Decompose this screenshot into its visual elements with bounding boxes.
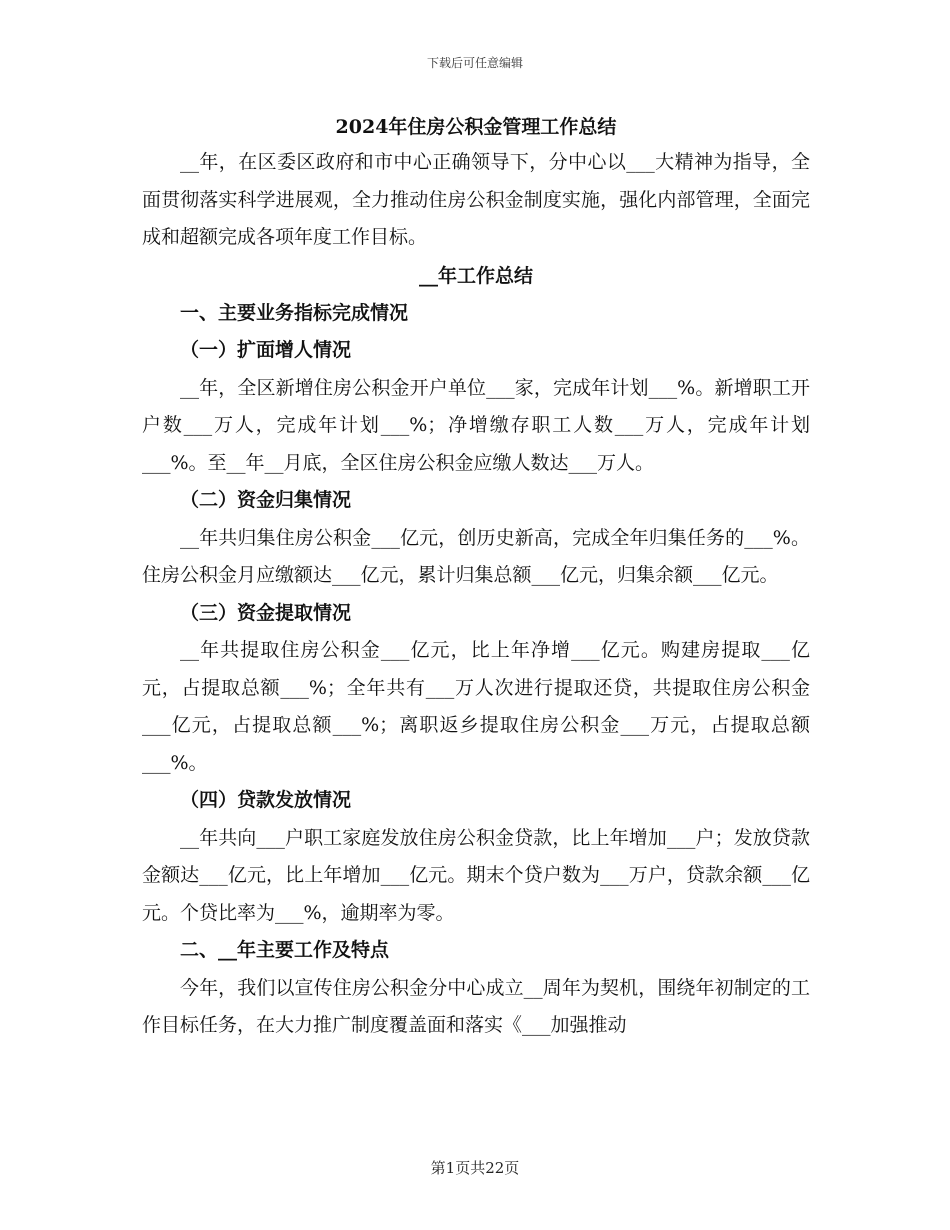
- document-title: 2024年住房公积金管理工作总结: [335, 116, 617, 138]
- summary-heading: __年工作总结: [418, 264, 533, 287]
- section1-sub2-heading: （二）资金归集情况: [180, 489, 352, 511]
- header-note: 下载后可任意编辑: [426, 56, 523, 70]
- intro-paragraph: __年，在区委区政府和市中心正确领导下，分中心以___大精神为指导，全面贯彻落实科学进展观，全力推动住房公积金制度实施，强化内部管理，全面完成和超额完成各项年度工作目标。: [142, 151, 810, 248]
- document-body: [142, 112, 810, 1045]
- section1-sub4-heading: （四）贷款发放情况: [180, 789, 352, 811]
- page-footer: 第1页共22页: [430, 1159, 520, 1177]
- section1-sub3-text: __年共提取住房公积金___亿元，比上年净增___亿元。购建房提取___亿元，占提取总额___%；全年共有___万人次进行提取还贷，共提取住房公积金___亿元，占提取总额___%；离职返乡提取住房公积金___万元，占提取总额___%。: [142, 639, 810, 774]
- section1-sub1-heading: （一）扩面增人情况: [180, 339, 352, 361]
- section2-heading: 二、__年主要工作及特点: [180, 939, 390, 961]
- section1-sub4-text: __年共向___户职工家庭发放住房公积金贷款，比上年增加___户；发放贷款金额达___亿元，比上年增加___亿元。期末个贷户数为___万户，贷款余额___亿元。个贷比率为___%，逾期率为零。: [142, 826, 810, 924]
- section2-text: 今年，我们以宣传住房公积金分中心成立__周年为契机，围绕年初制定的工作目标任务，在大力推广制度覆盖面和落实《___加强推动: [142, 976, 810, 1036]
- section1-heading: 一、主要业务指标完成情况: [180, 301, 409, 324]
- section1-sub2-text: __年共归集住房公积金___亿元，创历史新高，完成全年归集任务的___%。住房公积金月应缴额达___亿元，累计归集总额___亿元，归集余额___亿元。: [142, 526, 810, 586]
- section1-sub1-text: __年，全区新增住房公积金开户单位___家，完成年计划___%。新增职工开户数___万人，完成年计划___%；净增缴存职工人数___万人，完成年计划___%。至__年__月底，全区住房公积金应缴人数达___万人。: [142, 376, 810, 474]
- section1-sub3-heading: （三）资金提取情况: [180, 601, 352, 624]
